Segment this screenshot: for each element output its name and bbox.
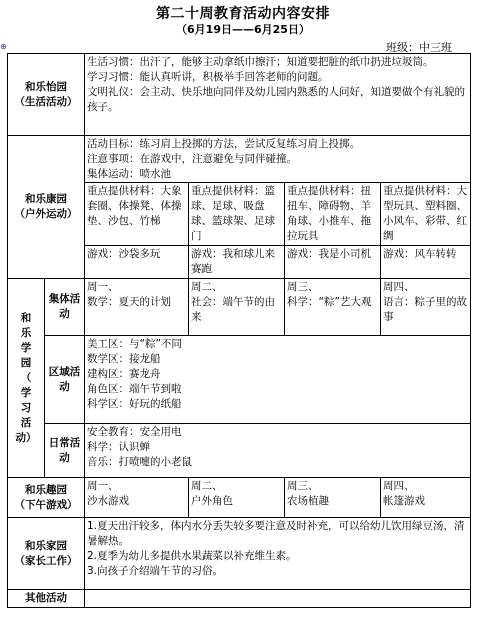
- day-label: 周二、: [191, 281, 223, 293]
- life-line: 学习习惯：能认真听讲，积极举手回答老师的问题。: [87, 71, 329, 83]
- day-content: 帐篷游戏: [383, 495, 425, 507]
- daily-activity-label: 日常活动: [45, 424, 85, 478]
- study-daily-row: [8, 424, 471, 478]
- area-activity-label: 区域活动: [45, 336, 85, 424]
- health-title: 和乐康园: [25, 193, 67, 205]
- home-subtitle: （家长工作）: [14, 554, 78, 567]
- home-line: 3.向孩子介绍端午节的习俗。: [87, 565, 224, 577]
- health-materials-cell: 重点提供材料：大象套圈、体操凳、体操垫、沙包、竹梯: [85, 183, 189, 246]
- life-section-header: [8, 54, 85, 136]
- day-content: 科学：“粽”艺大观: [287, 296, 372, 308]
- area-line: 数学区：接龙船: [87, 353, 161, 365]
- study-title-char: 学: [20, 386, 32, 399]
- date-range: （6月19日——6月25日）: [176, 23, 310, 36]
- day-label: 周二、: [191, 480, 223, 492]
- study-section-header: [8, 279, 45, 478]
- home-content: [85, 518, 471, 590]
- area-line: 美工区：与“粽”不同: [87, 338, 182, 350]
- health-row: [8, 136, 471, 183]
- health-line: 集体运动：喷水池: [87, 168, 171, 180]
- health-goals: [85, 136, 471, 183]
- other-row: [8, 590, 471, 608]
- study-areas-row: [8, 336, 471, 424]
- area-line: 角色区：端午节到啦: [87, 383, 182, 395]
- life-row: [8, 54, 471, 136]
- area-line: 建构区：赛龙舟: [87, 368, 161, 380]
- day-content: 农场植趣: [287, 495, 329, 507]
- fun-row: [8, 478, 471, 518]
- health-materials-cell: 重点提供材料：扭扭车、障碍物、羊角球、小推车、拖拉玩具: [285, 183, 381, 246]
- fun-day-cell: [381, 478, 471, 518]
- health-materials-cell: 重点提供材料：篮球、足球、吸盘球、篮球架、足球门: [189, 183, 285, 246]
- day-label: 周四、: [383, 480, 415, 492]
- daily-line: 安全教育：安全用电: [87, 426, 182, 438]
- study-group-row: [8, 279, 471, 336]
- area-line: 科学区：好玩的纸船: [87, 398, 182, 410]
- day-content: 语言：粽子里的故事: [383, 296, 467, 323]
- study-title-char: 和: [20, 311, 32, 324]
- health-subtitle: （户外运动）: [14, 208, 78, 220]
- study-title-char: 动）: [15, 431, 37, 444]
- health-game-cell: 游戏：风车转转: [381, 246, 471, 279]
- home-line: 1.夏天出汗较多，体内水分丢失较多要注意及时补充，可以给幼儿饮用绿豆汤，清暑解热。: [87, 520, 465, 547]
- schedule-table: [7, 53, 471, 608]
- health-game-cell: 游戏：我和球儿来赛跑: [189, 246, 285, 279]
- day-content: 沙水游戏: [87, 495, 129, 507]
- other-content: [85, 590, 471, 608]
- study-title-char: 活: [20, 416, 32, 429]
- study-title-char: 园: [20, 356, 32, 369]
- group-day-cell: [189, 279, 285, 336]
- home-row: [8, 518, 471, 590]
- daily-activity-content: [85, 424, 471, 478]
- daily-line: 音乐：打喷嚏的小老鼠: [87, 456, 192, 468]
- group-day-cell: [85, 279, 189, 336]
- class-value: 中三班: [419, 41, 452, 54]
- group-day-cell: [381, 279, 471, 336]
- fun-subtitle: （下午游戏）: [14, 498, 78, 511]
- group-day-cell: [285, 279, 381, 336]
- page-title: 第二十周教育活动内容安排: [156, 6, 330, 22]
- day-content: 社会：端午节的由来: [191, 296, 275, 323]
- life-title: 和乐怡园: [25, 80, 67, 93]
- health-game-cell: 游戏：我是小司机: [285, 246, 381, 279]
- study-title-char: （: [20, 371, 32, 384]
- other-section-header: 其他活动: [8, 590, 85, 608]
- health-section-header: [8, 136, 85, 279]
- study-title-char: 乐: [20, 326, 32, 339]
- life-line: 生活习惯：出汗了，能够主动拿纸巾擦汗；知道要把脏的纸巾扔进垃圾筒。: [87, 56, 434, 68]
- health-line: 注意事项：在游戏中，注意避免与同伴碰撞。: [87, 153, 297, 165]
- health-line: 活动目标：练习肩上投掷的方法，尝试反复练习肩上投掷。: [87, 138, 360, 150]
- group-activity-label: 集体活动: [45, 279, 85, 336]
- fun-section-header: [8, 478, 85, 518]
- home-section-header: [8, 518, 85, 590]
- life-line: 文明礼仪：会主动、快乐地向同伴及幼儿园内熟悉的人问好，知道要做个有礼貌的孩子。: [87, 86, 465, 113]
- day-label: 周一、: [87, 281, 119, 293]
- day-label: 周四、: [383, 281, 415, 293]
- daily-line: 科学：认识蝉: [87, 441, 150, 453]
- home-line: 2.夏季为幼儿多提供水果蔬菜以补充维生素。: [87, 550, 297, 562]
- health-game-cell: 游戏：沙袋多玩: [85, 246, 189, 279]
- day-content: 数学：夏天的计划: [87, 296, 171, 308]
- area-activity-content: [85, 336, 471, 424]
- life-content: [85, 54, 471, 136]
- study-title-char: 学: [20, 341, 32, 354]
- study-title-char: 习: [20, 401, 32, 414]
- fun-day-cell: [189, 478, 285, 518]
- day-content: 户外角色: [191, 495, 233, 507]
- fun-title: 和乐趣园: [25, 483, 67, 496]
- day-label: 周一、: [87, 480, 119, 492]
- fun-day-cell: [85, 478, 189, 518]
- fun-day-cell: [285, 478, 381, 518]
- life-subtitle: （生活活动）: [14, 95, 78, 108]
- health-materials-cell: 重点提供材料：大型玩具、塑料圈、小风车、彩带、红绸: [381, 183, 471, 246]
- class-label: 班级：: [386, 41, 419, 54]
- day-label: 周三、: [287, 480, 319, 492]
- day-label: 周三、: [287, 281, 319, 293]
- table-anchor-icon[interactable]: ⊕: [0, 42, 7, 51]
- home-title: 和乐家园: [25, 539, 67, 552]
